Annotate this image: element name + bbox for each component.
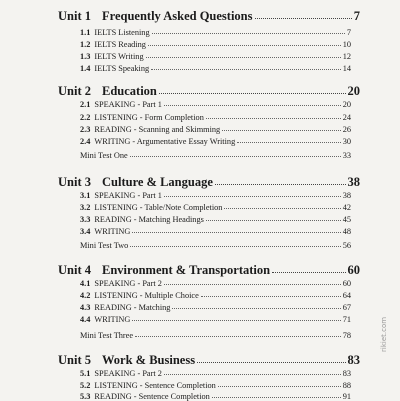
dot-leader	[197, 362, 345, 363]
dot-leader	[172, 308, 340, 309]
section-title: READING - Scanning and Skimming	[94, 125, 221, 134]
dot-leader	[255, 18, 352, 19]
section-number: 4.4	[80, 315, 91, 324]
dot-leader	[164, 374, 341, 375]
section-number: 1.4	[80, 64, 91, 73]
section-title: IELTS Speaking	[94, 64, 150, 73]
section-title: SPEAKING - Part 1	[94, 100, 162, 109]
unit-title: Education	[102, 84, 157, 98]
section-title: SPEAKING - Part 2	[94, 279, 162, 288]
dot-leader	[206, 220, 341, 221]
watermark-text: rikiet.com	[380, 316, 388, 352]
unit-title: Culture & Language	[102, 175, 213, 189]
section-page: 48	[342, 227, 351, 236]
section-title: LISTENING - Table/Note Completion	[94, 203, 223, 212]
section-page: 45	[342, 215, 351, 224]
section-number: 4.3	[80, 303, 91, 312]
dot-leader	[159, 93, 346, 94]
unit-number: Unit 3	[58, 175, 91, 189]
mini-test-entry	[80, 332, 351, 340]
section-number: 2.4	[80, 137, 91, 146]
dot-leader	[218, 386, 341, 387]
section-title: SPEAKING - Part 1	[94, 191, 162, 200]
dot-leader	[151, 69, 341, 70]
section-page: 7	[346, 28, 351, 37]
toc-entry	[80, 370, 351, 378]
unit-3-heading	[58, 176, 360, 189]
dot-leader	[130, 246, 340, 247]
unit-title: Frequently Asked Questions	[102, 9, 253, 23]
dot-leader	[215, 184, 346, 185]
section-number: 2.2	[80, 113, 91, 122]
mini-test-title: Mini Test Three	[80, 331, 134, 340]
section-page: 30	[342, 137, 351, 146]
section-page: 91	[342, 392, 351, 401]
section-page: 60	[342, 279, 351, 288]
section-page: 83	[342, 369, 351, 378]
toc-entry	[80, 292, 351, 300]
unit-number: Unit 1	[58, 9, 91, 23]
section-title: LISTENING - Form Completion	[94, 113, 204, 122]
section-number: 4.1	[80, 279, 91, 288]
unit-number: Unit 4	[58, 263, 91, 277]
section-number: 3.4	[80, 227, 91, 236]
section-title: SPEAKING - Part 2	[94, 369, 162, 378]
mini-test-page: 56	[342, 241, 351, 250]
section-number: 4.2	[80, 291, 91, 300]
section-page: 64	[342, 291, 351, 300]
section-number: 5.3	[80, 392, 91, 401]
section-page: 14	[342, 64, 351, 73]
unit-number: Unit 5	[58, 353, 91, 367]
section-number: 5.1	[80, 369, 91, 378]
mini-test-entry	[80, 152, 351, 160]
unit-page: 83	[347, 353, 360, 367]
section-title: WRITING - Argumentative Essay Writing	[94, 137, 236, 146]
section-number: 1.2	[80, 40, 91, 49]
unit-4-heading	[58, 264, 360, 277]
mini-test-title: Mini Test Two	[80, 241, 129, 250]
dot-leader	[146, 57, 341, 58]
toc-entry	[80, 41, 351, 49]
toc-entry	[80, 228, 351, 236]
section-number: 3.1	[80, 191, 91, 200]
dot-leader	[152, 33, 345, 34]
dot-leader	[237, 142, 340, 143]
dot-leader	[130, 156, 341, 157]
unit-1-heading	[58, 10, 360, 23]
unit-title: Work & Business	[102, 353, 196, 367]
dot-leader	[164, 196, 341, 197]
unit-page: 60	[347, 263, 360, 277]
dot-leader	[132, 320, 340, 321]
section-page: 42	[342, 203, 351, 212]
dot-leader	[206, 118, 341, 119]
toc-entry	[80, 204, 351, 212]
section-page: 20	[342, 100, 351, 109]
toc-entry	[80, 101, 351, 109]
toc-entry	[80, 316, 351, 324]
section-number: 5.2	[80, 381, 91, 390]
toc-entry	[80, 53, 351, 61]
mini-test-entry	[80, 242, 351, 250]
section-title: LISTENING - Multiple Choice	[94, 291, 199, 300]
unit-5-heading	[58, 354, 360, 367]
dot-leader	[272, 272, 345, 273]
toc-entry	[80, 65, 351, 73]
dot-leader	[224, 208, 340, 209]
toc-entry	[80, 114, 351, 122]
section-number: 1.3	[80, 52, 91, 61]
mini-test-title: Mini Test One	[80, 151, 128, 160]
section-number: 2.3	[80, 125, 91, 134]
toc-entry	[80, 29, 351, 37]
toc-entry	[80, 138, 351, 146]
dot-leader	[164, 284, 341, 285]
unit-2-heading	[58, 85, 360, 98]
dot-leader	[201, 296, 341, 297]
section-page: 10	[342, 40, 351, 49]
section-page: 26	[342, 125, 351, 134]
section-title: READING - Matching Headings	[94, 215, 204, 224]
section-page: 88	[342, 381, 351, 390]
dot-leader	[212, 397, 341, 398]
section-number: 1.1	[80, 28, 91, 37]
toc-entry	[80, 280, 351, 288]
section-title: READING - Sentence Completion	[94, 392, 210, 401]
section-page: 12	[342, 52, 351, 61]
dot-leader	[222, 130, 341, 131]
toc-entry	[80, 126, 351, 134]
section-title: IELTS Reading	[94, 40, 146, 49]
unit-title: Environment & Transportation	[102, 263, 271, 277]
toc-entry	[80, 304, 351, 312]
unit-number: Unit 2	[58, 84, 91, 98]
mini-test-page: 33	[342, 151, 351, 160]
section-page: 24	[342, 113, 351, 122]
toc-entry	[80, 192, 351, 200]
dot-leader	[135, 336, 341, 337]
dot-leader	[148, 45, 341, 46]
section-page: 67	[342, 303, 351, 312]
unit-page: 38	[347, 175, 360, 189]
section-title: WRITING	[94, 227, 131, 236]
section-page: 38	[342, 191, 351, 200]
section-title: LISTENING - Sentence Completion	[94, 381, 216, 390]
dot-leader	[164, 105, 341, 106]
section-number: 3.2	[80, 203, 91, 212]
unit-page: 20	[347, 84, 360, 98]
section-page: 71	[342, 315, 351, 324]
section-title: IELTS Writing	[94, 52, 144, 61]
section-title: IELTS Listening	[94, 28, 150, 37]
section-number: 2.1	[80, 100, 91, 109]
mini-test-page: 78	[342, 331, 351, 340]
unit-page: 7	[353, 9, 360, 23]
section-title: WRITING	[94, 315, 131, 324]
toc-entry	[80, 382, 351, 390]
section-number: 3.3	[80, 215, 91, 224]
toc-entry	[80, 216, 351, 224]
section-title: READING - Matching	[94, 303, 171, 312]
dot-leader	[132, 232, 340, 233]
